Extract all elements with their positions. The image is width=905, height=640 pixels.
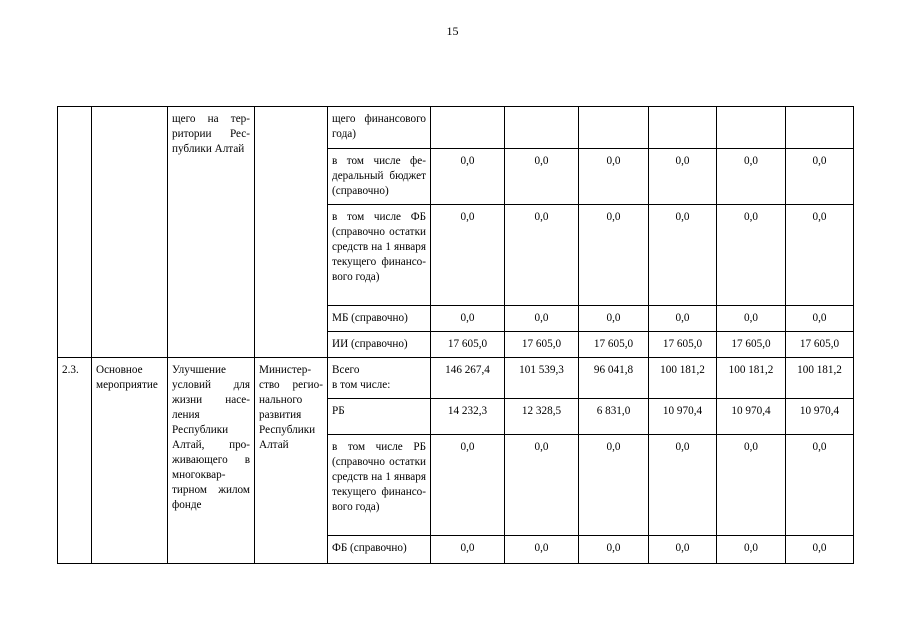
budget-table: [57, 106, 854, 564]
funding-source-cell: щего финансового года): [328, 107, 431, 149]
row-number-cell: [58, 107, 92, 358]
value-cell: 0,0: [579, 149, 649, 205]
value-cell: [649, 107, 717, 149]
value-cell: 0,0: [431, 306, 505, 332]
table-row: [58, 358, 854, 399]
value-cell: 17 605,0: [649, 332, 717, 358]
value-cell: 0,0: [786, 536, 854, 564]
value-cell: 0,0: [649, 149, 717, 205]
value-cell: 17 605,0: [786, 332, 854, 358]
value-cell: 0,0: [505, 435, 579, 536]
value-cell: 17 605,0: [579, 332, 649, 358]
value-cell: 17 605,0: [717, 332, 786, 358]
value-cell: 17 605,0: [431, 332, 505, 358]
funding-source-cell: РБ: [328, 399, 431, 435]
row-type-cell: [92, 107, 168, 358]
value-cell: [717, 107, 786, 149]
value-cell: 0,0: [431, 149, 505, 205]
value-cell: 0,0: [786, 205, 854, 306]
value-cell: 100 181,2: [786, 358, 854, 399]
value-cell: 14 232,3: [431, 399, 505, 435]
value-cell: 0,0: [431, 435, 505, 536]
executor-cell: Министерство регионального развития Республики Алтай: [255, 358, 328, 564]
funding-source-cell: ИИ (справочно): [328, 332, 431, 358]
executor-cell: [255, 107, 328, 358]
value-cell: 0,0: [786, 306, 854, 332]
value-cell: 96 041,8: [579, 358, 649, 399]
row-number-cell: 2.3.: [58, 358, 92, 564]
value-cell: [431, 107, 505, 149]
row-type-cell: Основное мероприятие: [92, 358, 168, 564]
value-cell: 0,0: [579, 205, 649, 306]
funding-source-cell: МБ (справочно): [328, 306, 431, 332]
value-cell: 0,0: [579, 306, 649, 332]
page-number: 15: [446, 24, 459, 38]
funding-source-cell: в том числе федеральный бюджет (справочно): [328, 149, 431, 205]
value-cell: 17 605,0: [505, 332, 579, 358]
funding-source-cell: ФБ (справочно): [328, 536, 431, 564]
value-cell: 10 970,4: [649, 399, 717, 435]
value-cell: [786, 107, 854, 149]
funding-source-cell: Всего в том числе:: [328, 358, 431, 399]
value-cell: 0,0: [505, 306, 579, 332]
value-cell: 0,0: [717, 205, 786, 306]
value-cell: 0,0: [717, 149, 786, 205]
value-cell: 0,0: [505, 536, 579, 564]
value-cell: 12 328,5: [505, 399, 579, 435]
event-name-cell: Улучшение условий для жизни населения Республики Алтай, проживающего в многоквартирном жилом фонде: [168, 358, 255, 564]
value-cell: 0,0: [579, 435, 649, 536]
value-cell: 0,0: [717, 435, 786, 536]
value-cell: 0,0: [786, 435, 854, 536]
value-cell: 101 539,3: [505, 358, 579, 399]
value-cell: 0,0: [786, 149, 854, 205]
value-cell: 6 831,0: [579, 399, 649, 435]
value-cell: [505, 107, 579, 149]
event-name-cell: щего на территории Республики Алтай: [168, 107, 255, 358]
value-cell: 10 970,4: [786, 399, 854, 435]
value-cell: 100 181,2: [717, 358, 786, 399]
value-cell: 0,0: [649, 435, 717, 536]
value-cell: [579, 107, 649, 149]
value-cell: 0,0: [579, 536, 649, 564]
value-cell: 0,0: [649, 536, 717, 564]
value-cell: 10 970,4: [717, 399, 786, 435]
value-cell: 0,0: [717, 306, 786, 332]
value-cell: 0,0: [505, 205, 579, 306]
value-cell: 100 181,2: [649, 358, 717, 399]
value-cell: 0,0: [649, 205, 717, 306]
funding-source-cell: в том числе РБ (справочно остатки средств на 1 января текущего финансового года): [328, 435, 431, 536]
table-row: [58, 107, 854, 149]
value-cell: 146 267,4: [431, 358, 505, 399]
value-cell: 0,0: [431, 205, 505, 306]
funding-source-cell: в том числе ФБ (справочно остатки средств на 1 января текущего финансового года): [328, 205, 431, 306]
value-cell: 0,0: [717, 536, 786, 564]
value-cell: 0,0: [431, 536, 505, 564]
value-cell: 0,0: [505, 149, 579, 205]
value-cell: 0,0: [649, 306, 717, 332]
